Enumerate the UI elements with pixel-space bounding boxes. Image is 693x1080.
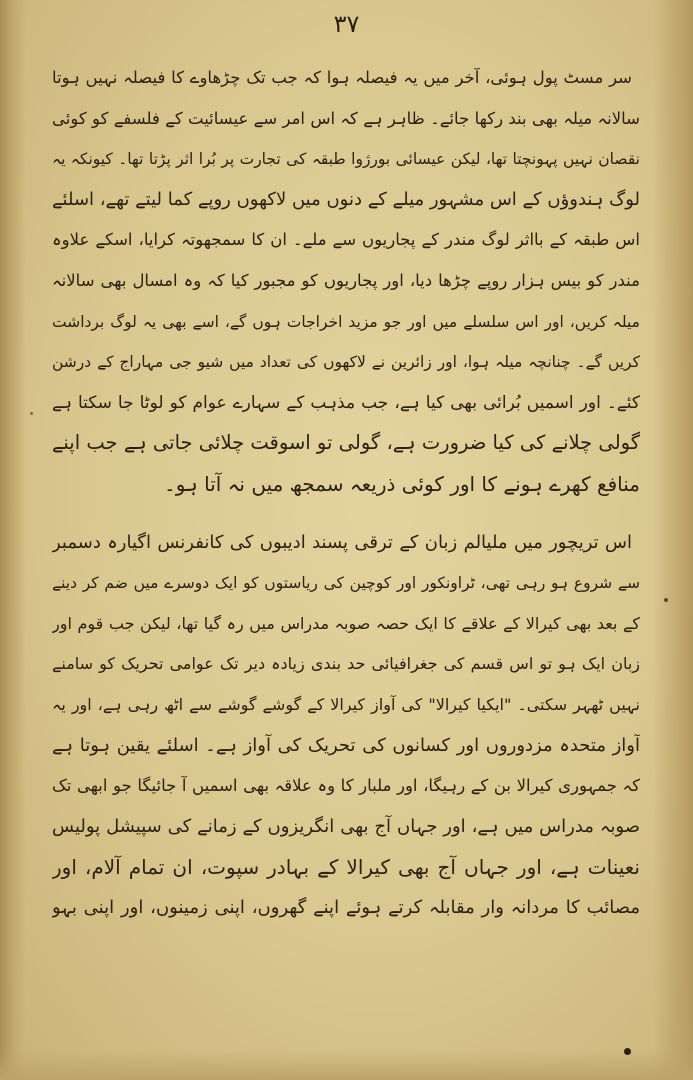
text-line: نعینات ہے، اور جہاں آج بھی کیرالا کے بہادر سپوت، ان تمام آلام، اور: [52, 855, 640, 880]
ink-speck: [624, 1048, 631, 1055]
paragraph-gap: [52, 505, 640, 523]
text-line: نہیں ٹھہر سکتی۔ "ایکیا کیرالا" کی آواز کیرالا کے گوشے گوشے سے اٹھ رہی ہے، اور یہ: [52, 694, 640, 714]
text-line: منافع کھرے ہونے کا اور کوئی ذریعہ سمجھ میں نہ آتا ہو۔: [164, 471, 640, 496]
text-line: کہ جمہوری کیرالا بن کے رہیگا، اور ملبار کا وہ علاقہ بھی اسمیں آ جائیگا جو ابھی تک: [52, 776, 640, 796]
text-line: اس تریچور میں ملیالم زبان کے ترقی پسند ادیبوں کی کانفرنس اگیارہ دسمبر: [52, 531, 632, 553]
text-line: سالانہ میلہ بھی بند رکھا جائے۔ ظاہر ہے کہ اس امر سے عیسائیت کے فلسفے کو کوئی: [52, 108, 640, 128]
text-line: اس طبقہ کے بااثر لوگ مندر کے پجاریوں سے ملے۔ ان کا سمجھوتہ کرایا، اسکے علاوہ: [52, 230, 640, 250]
text-line: سے شروع ہو رہی تھی، ٹراونکور اور کوچین کی ریاستوں کو ایک دوسرے میں ضم کر دینے: [52, 574, 640, 593]
text-line: میلہ کریں، اور اس سلسلے میں اور جو مزید اخراجات ہوں گے، اسے بھی یہ لوگ برداشت: [52, 312, 640, 331]
text-line: آواز متحدہ مزدوروں اور کسانوں کی تحریک کی آواز ہے۔ اسلئے یقین ہوتا ہے: [52, 734, 640, 756]
text-line: کے بعد بھی کیرالا کے علاقے کا ایک حصہ صوبہ مدراس میں رہ گیا تھا، لیکن جب قوم اور: [52, 613, 640, 633]
paragraph-2: [52, 523, 640, 929]
text-line: صوبہ مدراس میں ہے، اور جہاں آج بھی انگریزوں کے زمانے کی سپیشل پولیس: [52, 815, 640, 837]
text-line: کریں گے۔ چنانچہ میلہ ہوا، اور زائرین نے لاکھوں کی تعداد میں شیو جی مہاراج کے درشن: [52, 353, 640, 372]
text-line: زبان ایک ہو تو اس قسم کی جغرافیائی حد بندی زیادہ دیر تک عوامی تحریک کو سامنے: [52, 654, 640, 674]
body-text: [52, 58, 640, 928]
page-bottom-shadow: [0, 1050, 693, 1080]
text-line: گولی چلانے کی کیا ضرورت ہے، گولی تو اسوقت چلائی جاتی ہے جب اپنے: [52, 431, 640, 455]
text-line: کئے۔ اور اسمیں بُرائی بھی کیا ہے، جب مذہب کے سہارے عوام کو لوٹا جا سکتا ہے: [52, 392, 640, 413]
text-line: سر مسٹ پول ہوئی، آخر میں یہ فیصلہ ہوا کہ جب تک چڑھاوے کا فیصلہ نہیں ہوتا: [52, 68, 632, 87]
text-line: نقصان نہیں پہونچتا تھا، لیکن عیسائی بورژوا طبقہ کی تجارت پر بُرا اثر پڑتا تھا۔ کیونکہ یہ: [52, 150, 640, 169]
page-number: ۳۷: [333, 10, 360, 38]
text-line: مندر کو بیس ہزار روپے چڑھا دیا، اور پجاریوں کو مجبور کیا کہ وہ امسال بھی سالانہ: [52, 270, 640, 290]
ink-speck: [664, 598, 668, 602]
paragraph-1: [52, 58, 640, 505]
text-line: مصائب کا مردانہ وار مقابلہ کرتے ہوئے اپنے گھروں، اپنی زمینوں، اور اپنی بہو: [52, 896, 640, 918]
text-line: لوگ ہندوؤں کے اس مشہور میلے کے دنوں میں لاکھوں روپے کما لیتے تھے، اسلئے: [52, 188, 640, 210]
ink-speck: [30, 412, 33, 415]
page-right-shadow: [653, 0, 693, 1080]
page-left-shadow: [0, 0, 26, 1080]
